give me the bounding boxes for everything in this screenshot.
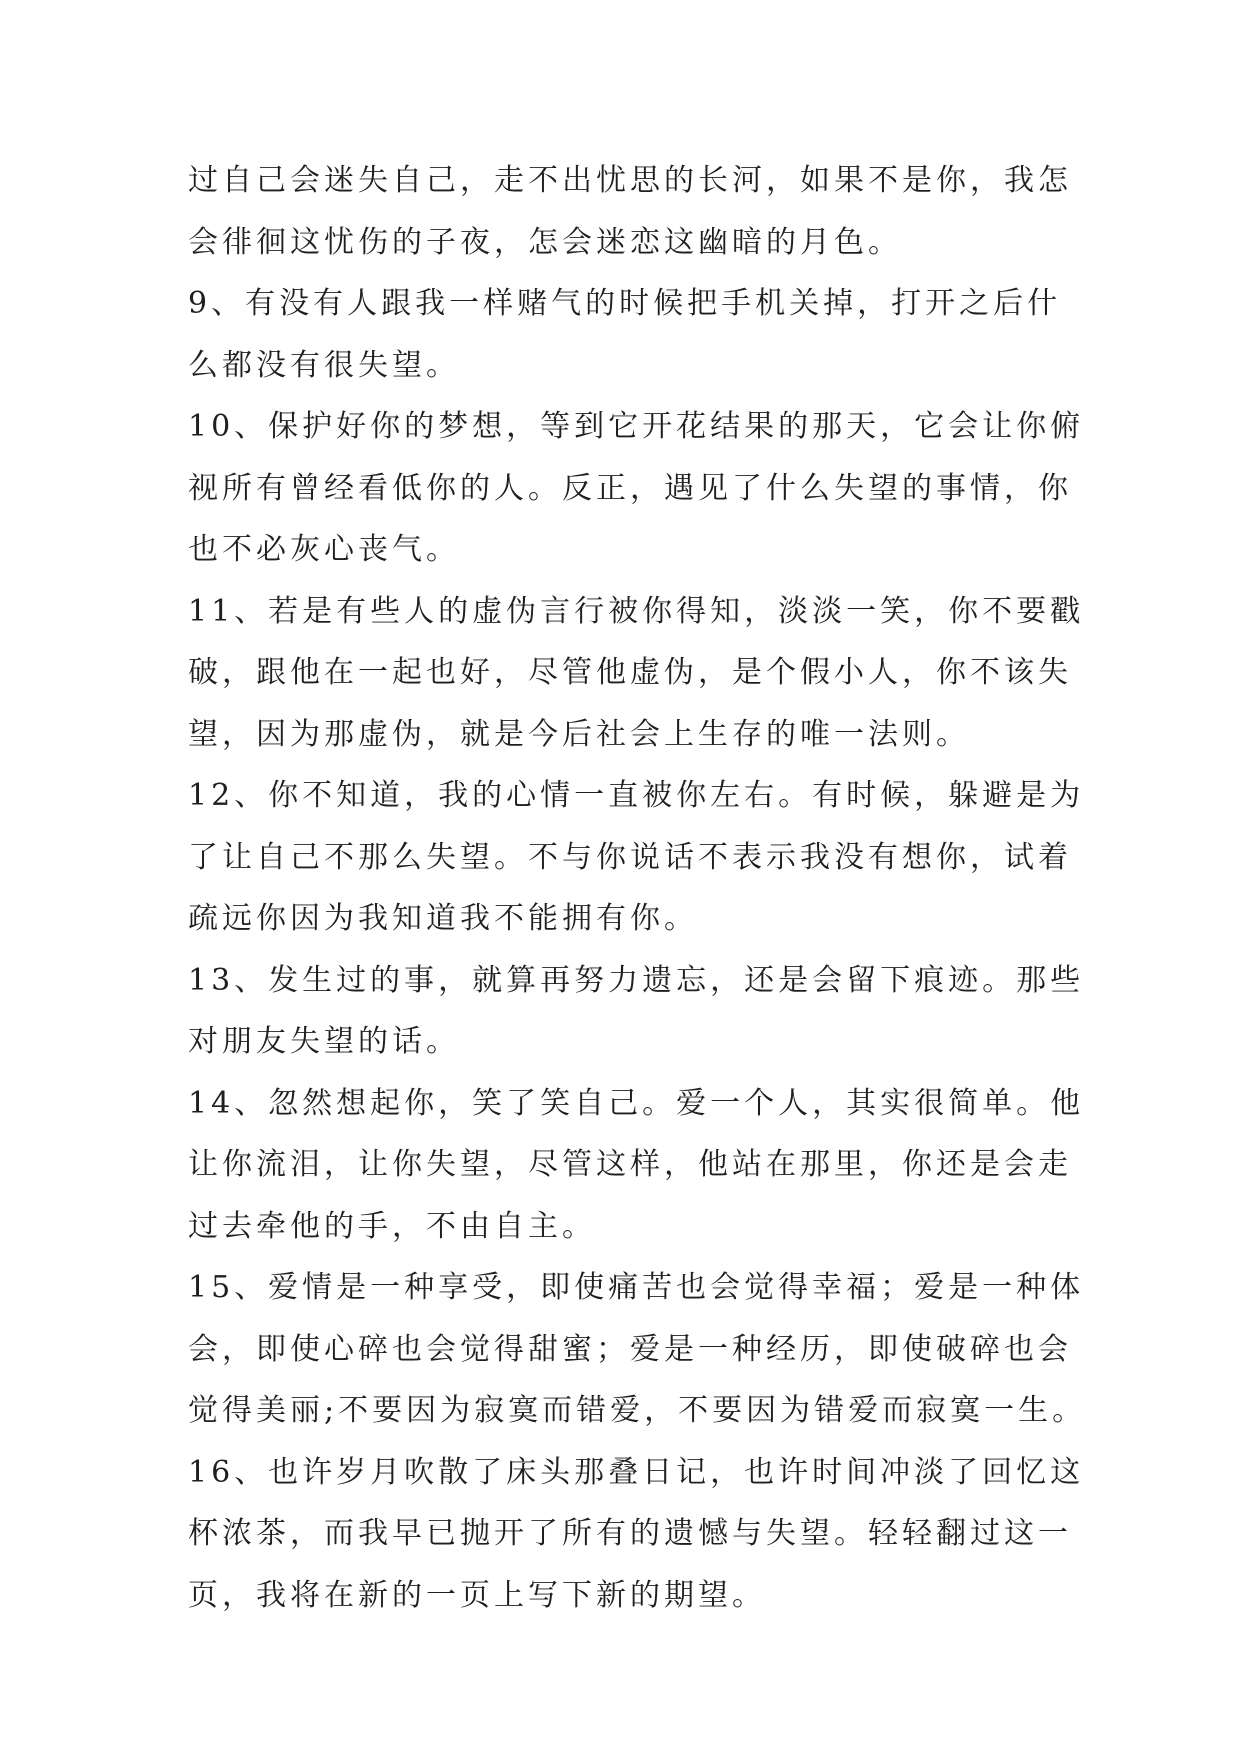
- document-body: [188, 150, 1087, 1626]
- text-line: 13、发生过的事，就算再努力遗忘，还是会留下痕迹。那些: [188, 962, 1085, 998]
- text-line: 页，我将在新的一页上写下新的期望。: [188, 1577, 766, 1613]
- paragraph-item-13: [188, 950, 1085, 1073]
- paragraph-item-11: [188, 581, 1085, 766]
- text-line: 觉得美丽;不要因为寂寞而错爱，不要因为错爱而寂寞一生。: [188, 1393, 1087, 1428]
- text-line: 过去牵他的手，不由自主。: [188, 1208, 596, 1244]
- text-line: 疏远你因为我知道我不能拥有你。: [188, 901, 698, 936]
- paragraph-item-9: [188, 273, 1068, 396]
- paragraph-item-15: [188, 1257, 1087, 1442]
- paragraph-item-10: [188, 396, 1085, 581]
- text-line: 破，跟他在一起也好，尽管他虚伪，是个假小人，你不该失: [188, 655, 1072, 690]
- paragraph-item-14: [188, 1073, 1085, 1258]
- text-line: 对朋友失望的话。: [188, 1024, 460, 1059]
- text-line: 让你流泪，让你失望，尽管这样，他站在那里，你还是会走: [188, 1147, 1072, 1182]
- text-line: 14、忽然想起你，笑了笑自己。爱一个人，其实很简单。他: [188, 1085, 1085, 1121]
- text-line: 也不必灰心丧气。: [188, 532, 460, 567]
- paragraph-item-16: [188, 1442, 1085, 1627]
- text-line: 12、你不知道，我的心情一直被你左右。有时候，躲避是为: [188, 778, 1085, 813]
- text-line: 视所有曾经看低你的人。反正，遇见了什么失望的事情，你: [188, 470, 1072, 506]
- paragraph-item-12: [188, 765, 1085, 950]
- text-line: 16、也许岁月吹散了床头那叠日记，也许时间冲淡了回忆这: [188, 1454, 1085, 1490]
- text-line: 9、有没有人跟我一样赌气的时候把手机关掉，打开之后什: [188, 286, 1062, 321]
- text-line: 10、保护好你的梦想，等到它开花结果的那天，它会让你俯: [188, 409, 1085, 444]
- text-line: 过自己会迷失自己，走不出忧思的长河，如果不是你，我怎: [188, 163, 1072, 198]
- text-line: 15、爱情是一种享受，即使痛苦也会觉得幸福；爱是一种体: [188, 1270, 1085, 1305]
- paragraph-continuation: [188, 150, 1072, 273]
- text-line: 杯浓茶，而我早已抛开了所有的遗憾与失望。轻轻翻过这一: [188, 1516, 1072, 1551]
- text-line: 会，即使心碎也会觉得甜蜜；爱是一种经历，即使破碎也会: [188, 1331, 1072, 1367]
- text-line: 么都没有很失望。: [188, 347, 460, 383]
- text-line: 会徘徊这忧伤的子夜，怎会迷恋这幽暗的月色。: [188, 224, 902, 260]
- text-line: 11、若是有些人的虚伪言行被你得知，淡淡一笑，你不要戳: [188, 593, 1085, 629]
- text-line: 望，因为那虚伪，就是今后社会上生存的唯一法则。: [188, 716, 970, 752]
- text-line: 了让自己不那么失望。不与你说话不表示我没有想你，试着: [188, 839, 1072, 875]
